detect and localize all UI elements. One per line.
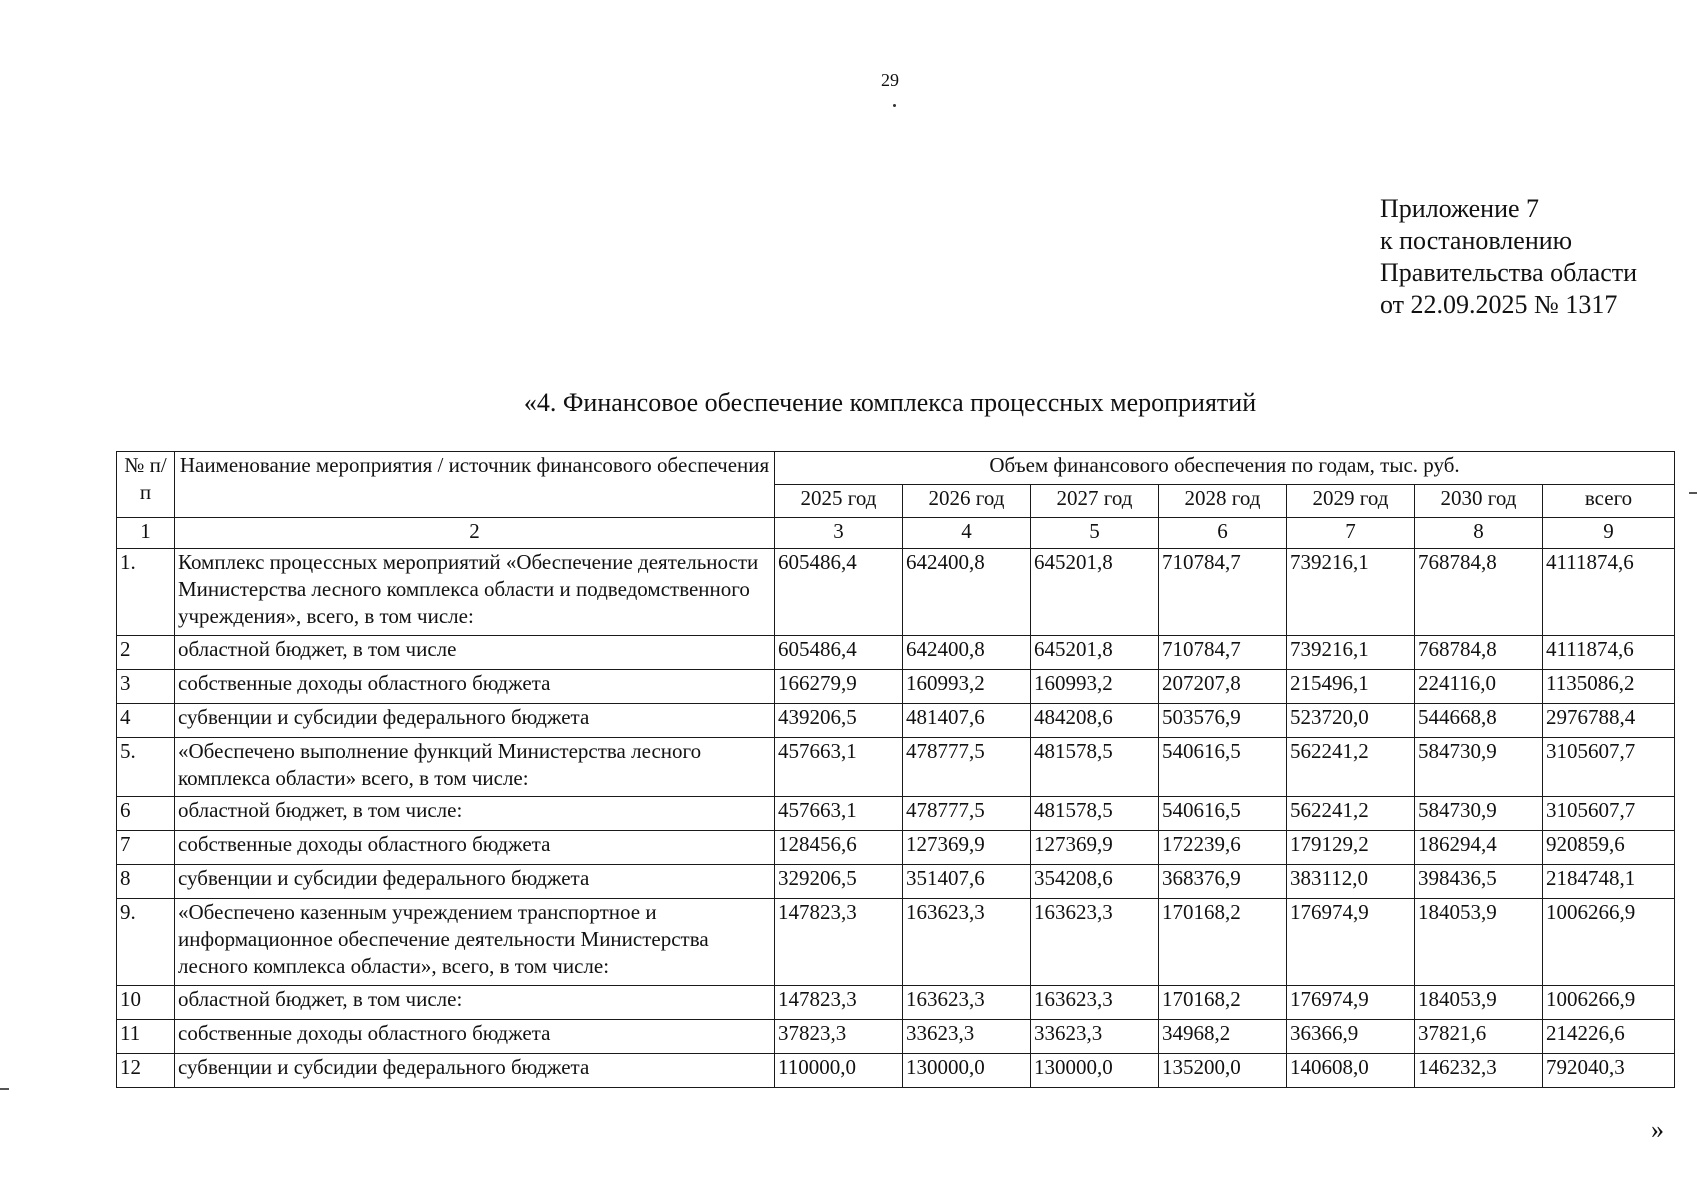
row-value: 140608,0	[1287, 1054, 1415, 1088]
table-row	[117, 704, 1675, 738]
row-value: 329206,5	[775, 865, 903, 899]
row-value: 2976788,4	[1543, 704, 1675, 738]
table-row	[117, 1054, 1675, 1088]
row-value: 160993,2	[1031, 670, 1159, 704]
row-value: 172239,6	[1159, 831, 1287, 865]
row-value: 457663,1	[775, 738, 903, 797]
financing-table	[116, 451, 1675, 1088]
row-value: 354208,6	[1031, 865, 1159, 899]
row-value: 605486,4	[775, 549, 903, 636]
row-value: 642400,8	[903, 549, 1031, 636]
header-year: всего	[1543, 485, 1675, 518]
row-value: 110000,0	[775, 1054, 903, 1088]
header-num: № п/п	[117, 452, 175, 518]
row-value: 478777,5	[903, 738, 1031, 797]
row-value: 163623,3	[1031, 899, 1159, 986]
row-value: 351407,6	[903, 865, 1031, 899]
row-value: 184053,9	[1415, 986, 1543, 1020]
header-year: 2029 год	[1287, 485, 1415, 518]
row-value: 768784,8	[1415, 549, 1543, 636]
row-value: 214226,6	[1543, 1020, 1675, 1054]
row-number: 3	[117, 670, 175, 704]
row-value: 176974,9	[1287, 899, 1415, 986]
header-group: Объем финансового обеспечения по годам, тыс. руб.	[775, 452, 1675, 485]
row-name: областной бюджет, в том числе	[175, 636, 775, 670]
row-number: 10	[117, 986, 175, 1020]
table-row	[117, 797, 1675, 831]
header-year: 2030 год	[1415, 485, 1543, 518]
table-row	[117, 549, 1675, 636]
row-name: «Обеспечено выполнение функций Министерства лесного комплекса области» всего, в том числе:	[175, 738, 775, 797]
row-value: 166279,9	[775, 670, 903, 704]
header-col-number: 6	[1159, 518, 1287, 549]
row-number: 4	[117, 704, 175, 738]
row-value: 398436,5	[1415, 865, 1543, 899]
row-number: 11	[117, 1020, 175, 1054]
header-col-number: 2	[175, 518, 775, 549]
row-value: 544668,8	[1415, 704, 1543, 738]
row-value: 33623,3	[903, 1020, 1031, 1054]
row-value: 4111874,6	[1543, 549, 1675, 636]
row-value: 481578,5	[1031, 797, 1159, 831]
row-value: 540616,5	[1159, 738, 1287, 797]
closing-quote: »	[1651, 1115, 1664, 1144]
table-row	[117, 738, 1675, 797]
table-row	[117, 865, 1675, 899]
appendix-line: к постановлению	[1380, 226, 1573, 255]
row-name: «Обеспечено казенным учреждением транспортное и информационное обеспечение деятельности Министерства лесного комплекса области», всего, в том числе:	[175, 899, 775, 986]
table-row	[117, 899, 1675, 986]
page-dot	[893, 104, 896, 107]
row-value: 584730,9	[1415, 797, 1543, 831]
row-value: 710784,7	[1159, 636, 1287, 670]
row-value: 584730,9	[1415, 738, 1543, 797]
table-row	[117, 986, 1675, 1020]
table-row	[117, 831, 1675, 865]
row-value: 147823,3	[775, 899, 903, 986]
row-value: 127369,9	[903, 831, 1031, 865]
row-value: 1006266,9	[1543, 899, 1675, 986]
row-value: 645201,8	[1031, 636, 1159, 670]
row-value: 739216,1	[1287, 549, 1415, 636]
row-value: 920859,6	[1543, 831, 1675, 865]
row-value: 457663,1	[775, 797, 903, 831]
header-col-number: 9	[1543, 518, 1675, 549]
row-value: 3105607,7	[1543, 738, 1675, 797]
row-value: 642400,8	[903, 636, 1031, 670]
row-value: 215496,1	[1287, 670, 1415, 704]
row-value: 1006266,9	[1543, 986, 1675, 1020]
header-col-number: 1	[117, 518, 175, 549]
row-value: 383112,0	[1287, 865, 1415, 899]
row-value: 481578,5	[1031, 738, 1159, 797]
row-value: 484208,6	[1031, 704, 1159, 738]
row-name: субвенции и субсидии федерального бюджета	[175, 1054, 775, 1088]
row-value: 368376,9	[1159, 865, 1287, 899]
row-number: 2	[117, 636, 175, 670]
row-value: 710784,7	[1159, 549, 1287, 636]
row-value: 503576,9	[1159, 704, 1287, 738]
header-col-number: 5	[1031, 518, 1159, 549]
row-value: 128456,6	[775, 831, 903, 865]
row-value: 186294,4	[1415, 831, 1543, 865]
row-value: 130000,0	[903, 1054, 1031, 1088]
row-value: 605486,4	[775, 636, 903, 670]
appendix-line: Правительства области	[1380, 258, 1638, 287]
header-year: 2025 год	[775, 485, 903, 518]
row-value: 562241,2	[1287, 797, 1415, 831]
row-value: 768784,8	[1415, 636, 1543, 670]
table-row	[117, 1020, 1675, 1054]
row-number: 5.	[117, 738, 175, 797]
section-title: «4. Финансовое обеспечение комплекса процессных мероприятий	[523, 388, 1257, 417]
header-year: 2027 год	[1031, 485, 1159, 518]
row-value: 170168,2	[1159, 986, 1287, 1020]
row-value: 562241,2	[1287, 738, 1415, 797]
row-value: 127369,9	[1031, 831, 1159, 865]
edge-mark	[0, 1088, 9, 1090]
row-value: 4111874,6	[1543, 636, 1675, 670]
row-value: 481407,6	[903, 704, 1031, 738]
header-col-number: 3	[775, 518, 903, 549]
row-value: 523720,0	[1287, 704, 1415, 738]
row-value: 179129,2	[1287, 831, 1415, 865]
row-name: собственные доходы областного бюджета	[175, 831, 775, 865]
header-col-number: 7	[1287, 518, 1415, 549]
row-value: 207207,8	[1159, 670, 1287, 704]
row-value: 33623,3	[1031, 1020, 1159, 1054]
row-value: 130000,0	[1031, 1054, 1159, 1088]
table-row	[117, 670, 1675, 704]
page-number: 29	[881, 70, 899, 90]
row-value: 37821,6	[1415, 1020, 1543, 1054]
header-year: 2028 год	[1159, 485, 1287, 518]
row-value: 1135086,2	[1543, 670, 1675, 704]
row-value: 224116,0	[1415, 670, 1543, 704]
table-row	[117, 636, 1675, 670]
row-name: собственные доходы областного бюджета	[175, 1020, 775, 1054]
appendix-block	[1380, 193, 1637, 321]
row-value: 2184748,1	[1543, 865, 1675, 899]
row-number: 12	[117, 1054, 175, 1088]
row-value: 146232,3	[1415, 1054, 1543, 1088]
row-value: 439206,5	[775, 704, 903, 738]
row-value: 184053,9	[1415, 899, 1543, 986]
row-value: 37823,3	[775, 1020, 903, 1054]
row-name: субвенции и субсидии федерального бюджета	[175, 865, 775, 899]
row-value: 176974,9	[1287, 986, 1415, 1020]
header-col-number: 8	[1415, 518, 1543, 549]
row-name: субвенции и субсидии федерального бюджета	[175, 704, 775, 738]
row-number: 8	[117, 865, 175, 899]
row-name: областной бюджет, в том числе:	[175, 986, 775, 1020]
row-number: 6	[117, 797, 175, 831]
row-value: 163623,3	[1031, 986, 1159, 1020]
row-number: 9.	[117, 899, 175, 986]
row-value: 147823,3	[775, 986, 903, 1020]
row-value: 163623,3	[903, 899, 1031, 986]
row-value: 792040,3	[1543, 1054, 1675, 1088]
row-value: 36366,9	[1287, 1020, 1415, 1054]
header-year: 2026 год	[903, 485, 1031, 518]
header-name: Наименование мероприятия / источник финансового обеспечения	[175, 452, 775, 518]
edge-mark	[1689, 492, 1697, 494]
row-name: областной бюджет, в том числе:	[175, 797, 775, 831]
row-value: 3105607,7	[1543, 797, 1675, 831]
row-value: 34968,2	[1159, 1020, 1287, 1054]
row-value: 540616,5	[1159, 797, 1287, 831]
row-name: Комплекс процессных мероприятий «Обеспечение деятельности Министерства лесного комплекса области и подведомственного учреждения», всего, в том числе:	[175, 549, 775, 636]
header-col-number: 4	[903, 518, 1031, 549]
row-value: 739216,1	[1287, 636, 1415, 670]
row-value: 478777,5	[903, 797, 1031, 831]
row-number: 1.	[117, 549, 175, 636]
row-value: 163623,3	[903, 986, 1031, 1020]
row-value: 135200,0	[1159, 1054, 1287, 1088]
row-number: 7	[117, 831, 175, 865]
row-value: 160993,2	[903, 670, 1031, 704]
appendix-line: от 22.09.2025 № 1317	[1380, 290, 1618, 319]
row-value: 645201,8	[1031, 549, 1159, 636]
appendix-line: Приложение 7	[1380, 194, 1540, 223]
row-name: собственные доходы областного бюджета	[175, 670, 775, 704]
row-value: 170168,2	[1159, 899, 1287, 986]
